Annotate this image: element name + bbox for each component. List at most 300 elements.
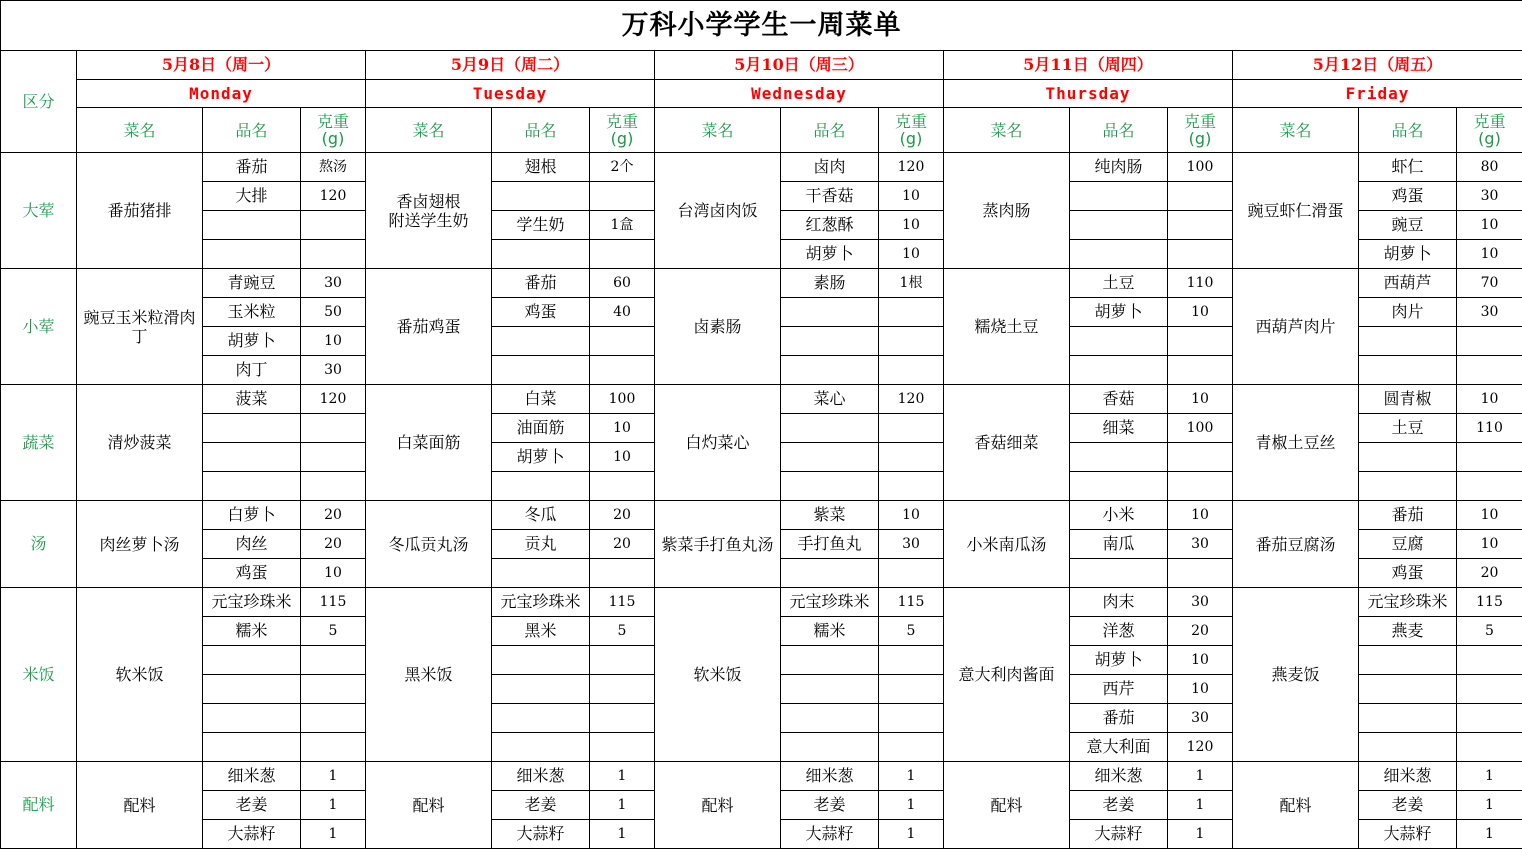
weight-cell: 熬汤 <box>301 153 366 182</box>
ingredient-cell <box>203 240 301 269</box>
ingredient-cell <box>781 356 879 385</box>
weight-cell <box>1457 704 1522 733</box>
weight-column-header: 克重 (g) <box>879 108 944 153</box>
ingredient-cell <box>492 559 590 588</box>
day-weekday-header: Friday <box>1233 80 1522 108</box>
ingredient-cell <box>1359 327 1457 356</box>
ingredient-cell: 胡萝卜 <box>1070 298 1168 327</box>
ingredient-cell: 白菜 <box>492 385 590 414</box>
ingredient-cell: 手打鱼丸 <box>781 530 879 559</box>
ingredient-cell: 土豆 <box>1359 414 1457 443</box>
ingredient-cell <box>781 559 879 588</box>
weight-cell: 30 <box>1457 182 1522 211</box>
weight-cell: 10 <box>590 443 655 472</box>
weight-cell <box>590 356 655 385</box>
day-weekday-header: Monday <box>77 80 366 108</box>
ingredient-cell: 鸡蛋 <box>1359 182 1457 211</box>
ingredient-cell <box>203 675 301 704</box>
day-date-header: 5月10日（周三） <box>655 51 944 80</box>
ingredient-cell <box>781 646 879 675</box>
dish-name: 配料 <box>77 762 203 849</box>
weight-column-header: 克重 (g) <box>590 108 655 153</box>
weight-cell: 10 <box>879 182 944 211</box>
weight-cell: 1 <box>1457 762 1522 791</box>
weight-cell: 1 <box>879 820 944 849</box>
ingredient-cell: 大蒜籽 <box>492 820 590 849</box>
weight-cell: 30 <box>1168 704 1233 733</box>
ingredient-cell: 细米葱 <box>781 762 879 791</box>
weight-cell <box>590 182 655 211</box>
ingredient-cell: 大排 <box>203 182 301 211</box>
dish-name: 软米饭 <box>77 588 203 762</box>
weight-cell: 20 <box>590 530 655 559</box>
weight-cell: 100 <box>1168 414 1233 443</box>
ingredient-cell: 老姜 <box>1359 791 1457 820</box>
dish-name: 清炒菠菜 <box>77 385 203 501</box>
weight-cell: 70 <box>1457 269 1522 298</box>
ingredient-cell <box>1359 356 1457 385</box>
dish-name: 番茄鸡蛋 <box>366 269 492 385</box>
dish-name: 冬瓜贡丸汤 <box>366 501 492 588</box>
ingredient-cell: 番茄 <box>1359 501 1457 530</box>
ingredient-cell <box>1359 675 1457 704</box>
weight-cell: 50 <box>301 298 366 327</box>
ingredient-cell <box>1359 443 1457 472</box>
ingredient-cell <box>1070 559 1168 588</box>
ingredient-cell <box>1070 443 1168 472</box>
dish-column-header: 菜名 <box>1233 108 1359 153</box>
ingredient-cell: 细菜 <box>1070 414 1168 443</box>
weight-cell: 1 <box>590 791 655 820</box>
weight-cell <box>590 327 655 356</box>
ingredient-cell <box>781 414 879 443</box>
weight-cell: 1根 <box>879 269 944 298</box>
ingredient-cell <box>1070 182 1168 211</box>
weight-cell <box>879 704 944 733</box>
ingredient-cell: 老姜 <box>203 791 301 820</box>
weight-cell: 30 <box>1168 530 1233 559</box>
weight-cell <box>301 733 366 762</box>
weight-cell: 5 <box>1457 617 1522 646</box>
dish-name: 蒸肉肠 <box>944 153 1070 269</box>
weight-cell <box>590 240 655 269</box>
ingredient-cell <box>781 298 879 327</box>
ingredient-cell <box>1359 704 1457 733</box>
weight-cell: 100 <box>1168 153 1233 182</box>
ingredient-cell <box>1359 646 1457 675</box>
ingredient-cell: 老姜 <box>1070 791 1168 820</box>
ingredient-cell: 燕麦 <box>1359 617 1457 646</box>
weight-cell: 100 <box>590 385 655 414</box>
ingredient-cell: 元宝珍珠米 <box>781 588 879 617</box>
ingredient-cell <box>492 675 590 704</box>
weight-cell: 120 <box>1168 733 1233 762</box>
dish-column-header: 菜名 <box>655 108 781 153</box>
weight-cell <box>1457 327 1522 356</box>
weight-cell <box>879 733 944 762</box>
ingredient-cell: 糯米 <box>781 617 879 646</box>
dish-name: 白菜面筋 <box>366 385 492 501</box>
ingredient-cell: 圆青椒 <box>1359 385 1457 414</box>
weight-cell: 115 <box>590 588 655 617</box>
ingredient-cell <box>1070 472 1168 501</box>
weight-cell <box>301 414 366 443</box>
ingredient-cell <box>1070 356 1168 385</box>
weight-cell: 20 <box>1457 559 1522 588</box>
weight-cell <box>879 675 944 704</box>
weight-cell <box>1457 356 1522 385</box>
weight-cell <box>1457 675 1522 704</box>
ingredient-cell <box>781 675 879 704</box>
ingredient-cell <box>203 443 301 472</box>
weight-cell <box>1457 472 1522 501</box>
ingredient-cell: 卤肉 <box>781 153 879 182</box>
ingredient-cell: 素肠 <box>781 269 879 298</box>
table-row <box>1 588 1522 617</box>
ingredient-cell: 紫菜 <box>781 501 879 530</box>
ingredient-cell <box>1359 733 1457 762</box>
day-weekday-header: Wednesday <box>655 80 944 108</box>
ingredient-cell <box>492 356 590 385</box>
ingredient-cell: 玉米粒 <box>203 298 301 327</box>
dish-name: 燕麦饭 <box>1233 588 1359 762</box>
weight-cell: 10 <box>1168 675 1233 704</box>
weight-cell <box>301 704 366 733</box>
ingredient-cell: 贡丸 <box>492 530 590 559</box>
ingredient-cell: 白萝卜 <box>203 501 301 530</box>
weight-cell: 2个 <box>590 153 655 182</box>
weight-cell <box>879 356 944 385</box>
table-row <box>1 153 1522 182</box>
weight-cell <box>879 298 944 327</box>
weight-cell <box>1457 646 1522 675</box>
dish-name: 软米饭 <box>655 588 781 762</box>
ingredient-cell: 西葫芦 <box>1359 269 1457 298</box>
ingredient-cell: 细米葱 <box>1359 762 1457 791</box>
weight-cell <box>301 443 366 472</box>
dish-name: 青椒土豆丝 <box>1233 385 1359 501</box>
ingredient-cell: 番茄 <box>492 269 590 298</box>
category-label: 蔬菜 <box>1 385 77 501</box>
dish-name: 西葫芦肉片 <box>1233 269 1359 385</box>
weight-cell <box>1168 182 1233 211</box>
weight-cell: 10 <box>879 211 944 240</box>
weight-cell: 40 <box>590 298 655 327</box>
weight-cell <box>1168 240 1233 269</box>
ingredient-cell: 鸡蛋 <box>203 559 301 588</box>
ingredient-cell: 鸡蛋 <box>492 298 590 327</box>
ingredient-cell: 细米葱 <box>203 762 301 791</box>
weight-cell <box>1168 443 1233 472</box>
weight-cell: 1 <box>1168 820 1233 849</box>
weight-cell: 10 <box>1457 385 1522 414</box>
ingredient-cell: 大蒜籽 <box>203 820 301 849</box>
ingredient-cell: 胡萝卜 <box>203 327 301 356</box>
weight-cell <box>1168 472 1233 501</box>
weight-cell: 10 <box>301 559 366 588</box>
ingredient-cell: 番茄 <box>1070 704 1168 733</box>
weight-cell: 30 <box>301 269 366 298</box>
ingredient-cell <box>1070 327 1168 356</box>
weight-cell <box>1457 443 1522 472</box>
ingredient-cell: 细米葱 <box>1070 762 1168 791</box>
category-label: 大荤 <box>1 153 77 269</box>
ingredient-cell: 肉末 <box>1070 588 1168 617</box>
ingredient-cell: 大蒜籽 <box>1070 820 1168 849</box>
weight-cell: 10 <box>879 501 944 530</box>
weight-cell: 120 <box>301 182 366 211</box>
table-row <box>1 501 1522 530</box>
dish-name: 配料 <box>366 762 492 849</box>
ingredient-cell: 肉丁 <box>203 356 301 385</box>
ingredient-cell: 番茄 <box>203 153 301 182</box>
weight-cell: 5 <box>301 617 366 646</box>
ingredient-cell <box>492 733 590 762</box>
ingredient-cell: 肉丝 <box>203 530 301 559</box>
ingredient-cell <box>781 327 879 356</box>
ingredient-cell: 鸡蛋 <box>1359 559 1457 588</box>
weight-cell: 10 <box>1457 530 1522 559</box>
ingredient-cell: 黑米 <box>492 617 590 646</box>
ingredient-cell: 青豌豆 <box>203 269 301 298</box>
ingredient-cell: 细米葱 <box>492 762 590 791</box>
day-weekday-header: Tuesday <box>366 80 655 108</box>
ingredient-cell: 冬瓜 <box>492 501 590 530</box>
dish-name: 小米南瓜汤 <box>944 501 1070 588</box>
weight-cell <box>879 327 944 356</box>
ingredient-cell: 大蒜籽 <box>1359 820 1457 849</box>
ingredient-cell: 胡萝卜 <box>1070 646 1168 675</box>
dish-column-header: 菜名 <box>944 108 1070 153</box>
ingredient-cell <box>492 646 590 675</box>
weight-cell: 120 <box>879 385 944 414</box>
ingredient-cell <box>492 472 590 501</box>
dish-name: 香菇细菜 <box>944 385 1070 501</box>
weight-cell: 80 <box>1457 153 1522 182</box>
ingredient-cell: 元宝珍珠米 <box>203 588 301 617</box>
weight-cell: 10 <box>301 327 366 356</box>
ingredient-cell: 纯肉肠 <box>1070 153 1168 182</box>
ingredient-column-header: 品名 <box>492 108 590 153</box>
weight-cell <box>1168 327 1233 356</box>
dish-name: 配料 <box>1233 762 1359 849</box>
ingredient-cell: 干香菇 <box>781 182 879 211</box>
weight-cell: 5 <box>879 617 944 646</box>
dish-name: 番茄豆腐汤 <box>1233 501 1359 588</box>
weight-cell <box>590 472 655 501</box>
ingredient-cell <box>492 327 590 356</box>
weight-column-header: 克重 (g) <box>1168 108 1233 153</box>
ingredient-cell: 大蒜籽 <box>781 820 879 849</box>
weight-cell: 10 <box>879 240 944 269</box>
ingredient-cell: 老姜 <box>492 791 590 820</box>
weight-cell: 1 <box>1457 820 1522 849</box>
page-title: 万科小学学生一周菜单 <box>1 1 1522 51</box>
dish-name: 卤素肠 <box>655 269 781 385</box>
dish-name: 黑米饭 <box>366 588 492 762</box>
weight-cell: 10 <box>1457 240 1522 269</box>
weight-cell <box>879 414 944 443</box>
ingredient-cell <box>203 646 301 675</box>
ingredient-cell: 油面筋 <box>492 414 590 443</box>
dish-name: 香卤翅根 附送学生奶 <box>366 153 492 269</box>
weight-cell: 20 <box>301 530 366 559</box>
weight-cell: 115 <box>301 588 366 617</box>
ingredient-cell: 菜心 <box>781 385 879 414</box>
category-label: 配料 <box>1 762 77 849</box>
weight-cell: 30 <box>1457 298 1522 327</box>
dish-name: 意大利肉酱面 <box>944 588 1070 762</box>
weight-cell <box>590 704 655 733</box>
weight-cell <box>1168 211 1233 240</box>
dish-name: 白灼菜心 <box>655 385 781 501</box>
weight-cell: 60 <box>590 269 655 298</box>
weight-cell <box>879 559 944 588</box>
ingredient-cell <box>203 472 301 501</box>
weight-cell: 30 <box>879 530 944 559</box>
weight-cell <box>301 646 366 675</box>
ingredient-cell: 糯米 <box>203 617 301 646</box>
weight-cell: 1 <box>1168 791 1233 820</box>
weight-cell <box>879 646 944 675</box>
ingredient-cell <box>1359 472 1457 501</box>
ingredient-cell <box>1070 240 1168 269</box>
weight-cell <box>590 646 655 675</box>
dish-name: 配料 <box>655 762 781 849</box>
ingredient-column-header: 品名 <box>781 108 879 153</box>
ingredient-cell: 胡萝卜 <box>1359 240 1457 269</box>
ingredient-column-header: 品名 <box>203 108 301 153</box>
dish-name: 豌豆虾仁滑蛋 <box>1233 153 1359 269</box>
ingredient-cell <box>203 733 301 762</box>
dish-name: 肉丝萝卜汤 <box>77 501 203 588</box>
day-date-header: 5月9日（周二） <box>366 51 655 80</box>
weight-cell <box>301 675 366 704</box>
weight-cell: 20 <box>301 501 366 530</box>
weight-cell: 20 <box>590 501 655 530</box>
ingredient-cell: 豌豆 <box>1359 211 1457 240</box>
weight-cell <box>879 443 944 472</box>
ingredient-cell: 小米 <box>1070 501 1168 530</box>
weight-cell: 120 <box>301 385 366 414</box>
dish-name: 台湾卤肉饭 <box>655 153 781 269</box>
category-label: 小荤 <box>1 269 77 385</box>
ingredient-cell <box>492 240 590 269</box>
weight-cell <box>1168 356 1233 385</box>
weight-cell <box>590 733 655 762</box>
weight-cell: 30 <box>1168 588 1233 617</box>
weight-cell: 1 <box>590 820 655 849</box>
weight-cell: 20 <box>1168 617 1233 646</box>
weight-cell <box>1457 733 1522 762</box>
weight-cell <box>301 211 366 240</box>
day-weekday-header: Thursday <box>944 80 1233 108</box>
weight-cell: 10 <box>1457 501 1522 530</box>
ingredient-cell: 意大利面 <box>1070 733 1168 762</box>
ingredient-cell: 学生奶 <box>492 211 590 240</box>
ingredient-cell: 老姜 <box>781 791 879 820</box>
weight-cell: 10 <box>1168 385 1233 414</box>
ingredient-cell: 元宝珍珠米 <box>1359 588 1457 617</box>
ingredient-cell <box>492 182 590 211</box>
category-label: 汤 <box>1 501 77 588</box>
ingredient-cell <box>781 733 879 762</box>
ingredient-cell: 肉片 <box>1359 298 1457 327</box>
ingredient-cell: 元宝珍珠米 <box>492 588 590 617</box>
weight-cell: 1 <box>301 762 366 791</box>
weight-cell: 1 <box>301 820 366 849</box>
ingredient-cell: 胡萝卜 <box>492 443 590 472</box>
ingredient-cell: 胡萝卜 <box>781 240 879 269</box>
ingredient-cell: 虾仁 <box>1359 153 1457 182</box>
weight-cell <box>301 240 366 269</box>
dish-name: 糯烧土豆 <box>944 269 1070 385</box>
ingredient-cell: 豆腐 <box>1359 530 1457 559</box>
weight-cell: 10 <box>1168 501 1233 530</box>
ingredient-cell <box>203 414 301 443</box>
weight-cell: 110 <box>1457 414 1522 443</box>
weight-cell: 115 <box>879 588 944 617</box>
ingredient-cell: 土豆 <box>1070 269 1168 298</box>
weight-cell: 10 <box>1168 646 1233 675</box>
table-row <box>1 762 1522 791</box>
weight-cell <box>301 472 366 501</box>
ingredient-cell: 洋葱 <box>1070 617 1168 646</box>
ingredient-cell <box>781 704 879 733</box>
ingredient-cell: 翅根 <box>492 153 590 182</box>
ingredient-cell <box>203 211 301 240</box>
table-row <box>1 385 1522 414</box>
weight-cell: 110 <box>1168 269 1233 298</box>
ingredient-cell: 菠菜 <box>203 385 301 414</box>
ingredient-column-header: 品名 <box>1070 108 1168 153</box>
weight-column-header: 克重 (g) <box>301 108 366 153</box>
day-date-header: 5月8日（周一） <box>77 51 366 80</box>
ingredient-cell <box>492 704 590 733</box>
weight-cell: 120 <box>879 153 944 182</box>
weight-cell: 10 <box>1168 298 1233 327</box>
weight-cell: 1盒 <box>590 211 655 240</box>
ingredient-cell: 香菇 <box>1070 385 1168 414</box>
weight-cell: 1 <box>301 791 366 820</box>
weight-cell: 1 <box>879 762 944 791</box>
ingredient-cell <box>781 443 879 472</box>
weight-cell <box>590 675 655 704</box>
ingredient-cell <box>781 472 879 501</box>
weight-cell <box>1168 559 1233 588</box>
ingredient-cell: 西芹 <box>1070 675 1168 704</box>
dish-name: 配料 <box>944 762 1070 849</box>
weight-cell: 1 <box>590 762 655 791</box>
ingredient-cell: 南瓜 <box>1070 530 1168 559</box>
weight-column-header: 克重 (g) <box>1457 108 1522 153</box>
ingredient-column-header: 品名 <box>1359 108 1457 153</box>
weight-cell: 5 <box>590 617 655 646</box>
dish-name: 豌豆玉米粒滑肉丁 <box>77 269 203 385</box>
weight-cell: 115 <box>1457 588 1522 617</box>
dish-column-header: 菜名 <box>366 108 492 153</box>
weight-cell <box>590 559 655 588</box>
table-row <box>1 269 1522 298</box>
ingredient-cell <box>203 704 301 733</box>
weight-cell <box>879 472 944 501</box>
dish-name: 番茄猪排 <box>77 153 203 269</box>
weight-cell: 1 <box>879 791 944 820</box>
weight-cell: 10 <box>590 414 655 443</box>
weight-cell: 1 <box>1457 791 1522 820</box>
dish-column-header: 菜名 <box>77 108 203 153</box>
weight-cell: 1 <box>1168 762 1233 791</box>
